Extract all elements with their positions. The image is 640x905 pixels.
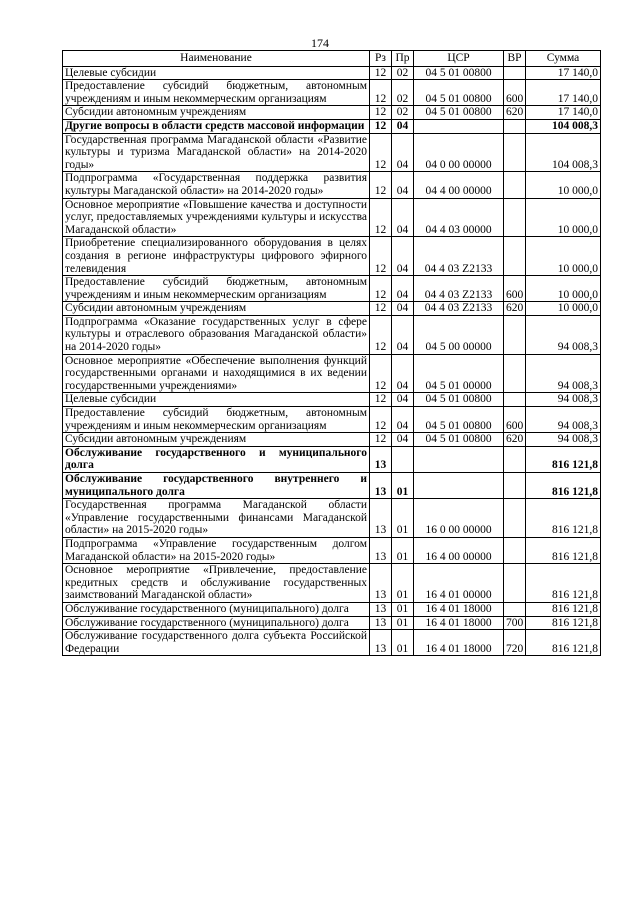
row-pr-cell: 01 (392, 616, 414, 630)
header-sum: Сумма (526, 51, 601, 67)
row-csr-cell: 04 5 00 00000 (414, 315, 504, 354)
row-csr-cell: 04 5 01 00800 (414, 433, 504, 447)
row-vr-cell (504, 446, 526, 472)
row-name-cell: Основное мероприятие «Обеспечение выполнения функций государственными органами и находящимися в их ведении государственными учреждениями» (63, 354, 370, 393)
row-pr-cell: 04 (392, 302, 414, 316)
row-csr-cell: 04 0 00 00000 (414, 133, 504, 172)
row-csr-cell: 04 4 03 Z2133 (414, 302, 504, 316)
row-pr-cell: 04 (392, 172, 414, 198)
row-pr-cell: 01 (392, 499, 414, 538)
row-sum-cell: 10 000,0 (526, 172, 601, 198)
row-csr-cell (414, 119, 504, 133)
row-vr-cell (504, 473, 526, 499)
row-pr-cell: 04 (392, 133, 414, 172)
table-row (63, 433, 601, 447)
row-name-cell: Субсидии автономным учреждениям (63, 106, 370, 120)
row-sum-cell: 94 008,3 (526, 393, 601, 407)
row-name-cell: Обслуживание государственного и муниципального долга (63, 446, 370, 472)
row-csr-cell: 04 4 03 Z2133 (414, 276, 504, 302)
row-csr-cell: 16 4 00 00000 (414, 537, 504, 563)
row-sum-cell: 816 121,8 (526, 630, 601, 656)
row-vr-cell: 620 (504, 106, 526, 120)
table-row (63, 172, 601, 198)
table-header-row (63, 51, 601, 67)
header-rz: Рз (370, 51, 392, 67)
table-row (63, 499, 601, 538)
row-pr-cell: 04 (392, 237, 414, 276)
table-row (63, 237, 601, 276)
row-vr-cell: 700 (504, 616, 526, 630)
table-row (63, 446, 601, 472)
table-row (63, 302, 601, 316)
row-name-cell: Обслуживание государственного (муниципального) долга (63, 602, 370, 616)
row-rz-cell: 12 (370, 119, 392, 133)
row-name-cell: Предоставление субсидий бюджетным, автономным учреждениям и иным некоммерческим организациям (63, 407, 370, 433)
row-vr-cell (504, 564, 526, 603)
row-name-cell: Субсидии автономным учреждениям (63, 302, 370, 316)
row-pr-cell: 01 (392, 630, 414, 656)
row-sum-cell: 10 000,0 (526, 302, 601, 316)
row-sum-cell: 816 121,8 (526, 537, 601, 563)
row-sum-cell: 816 121,8 (526, 446, 601, 472)
row-vr-cell (504, 133, 526, 172)
row-rz-cell: 12 (370, 302, 392, 316)
row-name-cell: Подпрограмма «Государственная поддержка развития культуры Магаданской области» на 2014-2020 годы» (63, 172, 370, 198)
row-name-cell: Основное мероприятие «Привлечение, предоставление кредитных средств и обслуживание государственных заимствований Магаданской области» (63, 564, 370, 603)
table-row (63, 537, 601, 563)
row-vr-cell (504, 499, 526, 538)
row-csr-cell: 16 4 01 00000 (414, 564, 504, 603)
row-sum-cell: 94 008,3 (526, 315, 601, 354)
row-sum-cell: 816 121,8 (526, 616, 601, 630)
row-pr-cell: 04 (392, 276, 414, 302)
row-pr-cell: 04 (392, 198, 414, 237)
table-row (63, 198, 601, 237)
row-vr-cell (504, 354, 526, 393)
row-sum-cell: 94 008,3 (526, 407, 601, 433)
row-sum-cell: 816 121,8 (526, 564, 601, 603)
row-sum-cell: 104 008,3 (526, 119, 601, 133)
row-pr-cell: 02 (392, 106, 414, 120)
row-rz-cell: 12 (370, 106, 392, 120)
row-pr-cell: 04 (392, 354, 414, 393)
row-csr-cell (414, 473, 504, 499)
table-row (63, 564, 601, 603)
row-rz-cell: 13 (370, 616, 392, 630)
budget-table (62, 50, 601, 656)
row-csr-cell: 04 4 03 Z2133 (414, 237, 504, 276)
row-sum-cell: 816 121,8 (526, 602, 601, 616)
row-sum-cell: 104 008,3 (526, 133, 601, 172)
row-sum-cell: 94 008,3 (526, 433, 601, 447)
row-vr-cell (504, 537, 526, 563)
header-pr: Пр (392, 51, 414, 67)
row-csr-cell: 16 4 01 18000 (414, 630, 504, 656)
row-rz-cell: 12 (370, 354, 392, 393)
row-vr-cell (504, 172, 526, 198)
row-vr-cell: 720 (504, 630, 526, 656)
row-sum-cell: 10 000,0 (526, 237, 601, 276)
row-pr-cell (392, 446, 414, 472)
row-sum-cell: 816 121,8 (526, 473, 601, 499)
table-row (63, 616, 601, 630)
table-row (63, 66, 601, 80)
row-name-cell: Субсидии автономным учреждениям (63, 433, 370, 447)
row-name-cell: Предоставление субсидий бюджетным, автономным учреждениям и иным некоммерческим организациям (63, 80, 370, 106)
row-csr-cell: 16 0 00 00000 (414, 499, 504, 538)
row-rz-cell: 12 (370, 133, 392, 172)
row-csr-cell: 04 4 03 00000 (414, 198, 504, 237)
row-vr-cell: 620 (504, 433, 526, 447)
table-row (63, 602, 601, 616)
row-vr-cell (504, 198, 526, 237)
row-csr-cell: 04 5 01 00800 (414, 407, 504, 433)
row-rz-cell: 13 (370, 446, 392, 472)
row-sum-cell: 17 140,0 (526, 66, 601, 80)
row-name-cell: Основное мероприятие «Повышение качества и доступности услуг, предоставляемых учреждениями культуры и искусства Магаданской области» (63, 198, 370, 237)
row-name-cell: Целевые субсидии (63, 66, 370, 80)
row-name-cell: Обслуживание государственного (муниципального) долга (63, 616, 370, 630)
row-name-cell: Предоставление субсидий бюджетным, автономным учреждениям и иным некоммерческим организациям (63, 276, 370, 302)
row-csr-cell: 04 5 01 00800 (414, 393, 504, 407)
row-csr-cell: 04 5 01 00800 (414, 66, 504, 80)
row-vr-cell: 600 (504, 407, 526, 433)
table-body (63, 66, 601, 656)
header-vr: ВР (504, 51, 526, 67)
header-name: Наименование (63, 51, 370, 67)
table-row (63, 276, 601, 302)
row-pr-cell: 04 (392, 119, 414, 133)
row-rz-cell: 12 (370, 172, 392, 198)
row-pr-cell: 04 (392, 393, 414, 407)
row-pr-cell: 04 (392, 407, 414, 433)
row-sum-cell: 94 008,3 (526, 354, 601, 393)
row-rz-cell: 12 (370, 315, 392, 354)
row-pr-cell: 04 (392, 315, 414, 354)
row-sum-cell: 17 140,0 (526, 80, 601, 106)
table-row (63, 407, 601, 433)
row-vr-cell (504, 315, 526, 354)
row-rz-cell: 13 (370, 602, 392, 616)
row-name-cell: Другие вопросы в области средств массовой информации (63, 119, 370, 133)
row-name-cell: Приобретение специализированного оборудования в целях создания в регионе инфраструктуры цифрового эфирного телевидения (63, 237, 370, 276)
row-name-cell: Обслуживание государственного долга субъекта Российской Федерации (63, 630, 370, 656)
row-rz-cell: 12 (370, 276, 392, 302)
row-pr-cell: 04 (392, 433, 414, 447)
table-row (63, 354, 601, 393)
row-rz-cell: 12 (370, 393, 392, 407)
row-vr-cell (504, 66, 526, 80)
table-row (63, 473, 601, 499)
row-vr-cell (504, 237, 526, 276)
table-row (63, 80, 601, 106)
row-pr-cell: 01 (392, 537, 414, 563)
row-name-cell: Государственная программа Магаданской области «Управление государственными финансами Магаданской области» на 2015-2020 годы» (63, 499, 370, 538)
table-row (63, 630, 601, 656)
row-rz-cell: 12 (370, 198, 392, 237)
row-rz-cell: 12 (370, 407, 392, 433)
row-pr-cell: 02 (392, 80, 414, 106)
row-sum-cell: 17 140,0 (526, 106, 601, 120)
row-name-cell: Государственная программа Магаданской области «Развитие культуры и туризма Магаданской области» на 2014-2020 годы» (63, 133, 370, 172)
row-rz-cell: 12 (370, 237, 392, 276)
page-number: 174 (311, 36, 329, 50)
table-row (63, 106, 601, 120)
row-csr-cell (414, 446, 504, 472)
row-pr-cell: 01 (392, 473, 414, 499)
row-rz-cell: 12 (370, 433, 392, 447)
row-vr-cell: 620 (504, 302, 526, 316)
row-rz-cell: 13 (370, 499, 392, 538)
row-csr-cell: 04 5 01 00000 (414, 354, 504, 393)
row-vr-cell (504, 119, 526, 133)
table-row (63, 393, 601, 407)
table-row (63, 119, 601, 133)
row-name-cell: Целевые субсидии (63, 393, 370, 407)
row-vr-cell (504, 393, 526, 407)
row-csr-cell: 04 5 01 00800 (414, 106, 504, 120)
row-sum-cell: 10 000,0 (526, 198, 601, 237)
row-rz-cell: 12 (370, 66, 392, 80)
row-vr-cell: 600 (504, 276, 526, 302)
row-pr-cell: 01 (392, 602, 414, 616)
row-rz-cell: 13 (370, 537, 392, 563)
row-csr-cell: 16 4 01 18000 (414, 616, 504, 630)
row-name-cell: Обслуживание государственного внутреннего и муниципального долга (63, 473, 370, 499)
row-vr-cell (504, 602, 526, 616)
row-sum-cell: 816 121,8 (526, 499, 601, 538)
row-sum-cell: 10 000,0 (526, 276, 601, 302)
table-row (63, 133, 601, 172)
row-csr-cell: 16 4 01 18000 (414, 602, 504, 616)
row-name-cell: Подпрограмма «Управление государственным долгом Магаданской области» на 2015-2020 годы» (63, 537, 370, 563)
row-csr-cell: 04 5 01 00800 (414, 80, 504, 106)
row-rz-cell: 12 (370, 80, 392, 106)
row-pr-cell: 02 (392, 66, 414, 80)
row-name-cell: Подпрограмма «Оказание государственных услуг в сфере культуры и отраслевого образования Магаданской области» на 2014-2020 годы» (63, 315, 370, 354)
row-rz-cell: 13 (370, 630, 392, 656)
row-csr-cell: 04 4 00 00000 (414, 172, 504, 198)
header-csr: ЦСР (414, 51, 504, 67)
row-rz-cell: 13 (370, 564, 392, 603)
row-pr-cell: 01 (392, 564, 414, 603)
row-rz-cell: 13 (370, 473, 392, 499)
table-row (63, 315, 601, 354)
row-vr-cell: 600 (504, 80, 526, 106)
